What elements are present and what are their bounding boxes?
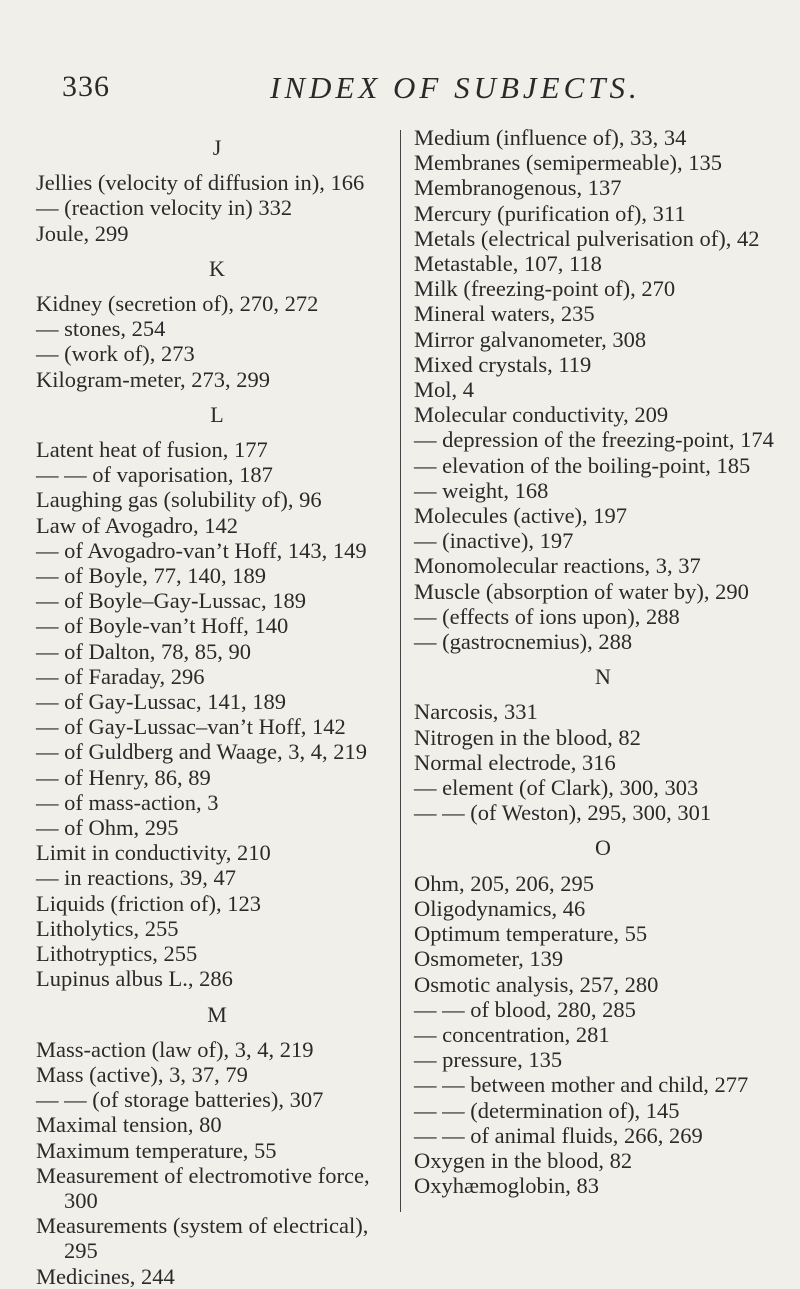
index-entry: Mixed crystals, 119 xyxy=(414,351,592,377)
index-entry: — of mass-action, 3 xyxy=(36,789,219,815)
index-entry: Medicines, 244 xyxy=(36,1263,175,1289)
index-entry: — of Gay-Lussac–van’t Hoff, 142 xyxy=(36,714,346,740)
index-entry: Membranogenous, 137 xyxy=(414,175,622,201)
index-entry: — (inactive), 197 xyxy=(414,528,574,554)
index-entry: — of Gay-Lussac, 141, 189 xyxy=(36,689,286,715)
running-title: INDEX OF SUBJECTS. xyxy=(270,70,641,105)
index-entry: Kidney (secretion of), 270, 272 xyxy=(36,291,319,317)
index-column-left xyxy=(36,125,398,1289)
index-entry: Mass-action (law of), 3, 4, 219 xyxy=(36,1036,314,1062)
column-divider xyxy=(400,130,401,1212)
index-entry: Lithotryptics, 255 xyxy=(36,941,198,967)
index-entry: Membranes (semipermeable), 135 xyxy=(414,150,723,176)
page-number: 336 xyxy=(62,70,110,103)
section-letter: J xyxy=(212,135,222,160)
index-entry: — weight, 168 xyxy=(414,477,549,503)
index-entry: Narcosis, 331 xyxy=(414,699,538,725)
index-entry: — of Ohm, 295 xyxy=(36,815,179,841)
index-entry: — of Faraday, 296 xyxy=(36,663,205,689)
index-entry: Oxygen in the blood, 82 xyxy=(414,1147,633,1173)
index-entry: Mirror galvanometer, 308 xyxy=(414,326,647,352)
index-entry: Law of Avogadro, 142 xyxy=(36,512,239,538)
index-entry: Normal electrode, 316 xyxy=(414,749,616,775)
index-entry: Mineral waters, 235 xyxy=(414,301,595,327)
index-entry: Mercury (purification of), 311 xyxy=(414,200,686,226)
index-entry: Nitrogen in the blood, 82 xyxy=(414,724,641,750)
index-entry: Optimum temperature, 55 xyxy=(414,921,648,947)
index-entry: Osmotic analysis, 257, 280 xyxy=(414,971,659,997)
index-entry: — elevation of the boiling-point, 185 xyxy=(414,452,751,478)
index-entry: Measurements (system of electrical), 295 xyxy=(36,1213,369,1264)
index-entry: Molecular conductivity, 209 xyxy=(414,402,669,428)
index-entry: Latent heat of fusion, 177 xyxy=(36,437,268,463)
index-entry: — (reaction velocity in) 332 xyxy=(36,195,293,221)
index-entry: Lupinus albus L., 286 xyxy=(36,966,233,992)
index-entry: Mol, 4 xyxy=(414,377,475,403)
index-entry: Maximum temperature, 55 xyxy=(36,1137,277,1163)
index-entry: Ohm, 205, 206, 295 xyxy=(414,870,594,896)
index-entry: Osmometer, 139 xyxy=(414,946,564,972)
index-entry: — stones, 254 xyxy=(36,316,166,342)
index-entry: — of Boyle, 77, 140, 189 xyxy=(36,563,266,589)
index-entry: Liquids (friction of), 123 xyxy=(36,890,261,916)
index-entry: Laughing gas (solubility of), 96 xyxy=(36,487,322,513)
index-entry: Molecules (active), 197 xyxy=(414,503,628,529)
index-entry: Jellies (velocity of diffusion in), 166 xyxy=(36,170,365,196)
section-letter: L xyxy=(210,401,224,427)
index-entry: Oligodynamics, 46 xyxy=(414,895,586,921)
index-entry: Metals (electrical pulverisation of), 42 xyxy=(414,225,760,251)
index-entry: — (work of), 273 xyxy=(36,341,195,367)
index-entry: — of Dalton, 78, 85, 90 xyxy=(36,638,251,664)
index-entry: — element (of Clark), 300, 303 xyxy=(414,775,699,801)
index-entry: — of Henry, 86, 89 xyxy=(36,764,211,790)
index-entry: Milk (freezing-point of), 270 xyxy=(414,276,676,302)
index-entry: — (effects of ions upon), 288 xyxy=(414,603,680,629)
index-entry: Mass (active), 3, 37, 79 xyxy=(36,1061,248,1087)
index-entry: Litholytics, 255 xyxy=(36,915,179,941)
index-entry: Maximal tension, 80 xyxy=(36,1112,222,1138)
index-entry: Medium (influence of), 33, 34 xyxy=(414,125,687,150)
index-entry: — — (determination of), 145 xyxy=(414,1097,680,1123)
index-entry: — — of blood, 280, 285 xyxy=(414,996,636,1022)
index-entry: Limit in conductivity, 210 xyxy=(36,840,271,866)
page-header xyxy=(62,70,760,114)
section-letter: N xyxy=(595,664,611,690)
index-entry: — in reactions, 39, 47 xyxy=(36,865,236,891)
index-entry: — — (of Weston), 295, 300, 301 xyxy=(414,800,712,826)
section-letter: K xyxy=(209,255,225,281)
index-entry: Kilogram-meter, 273, 299 xyxy=(36,366,271,392)
index-entry: — pressure, 135 xyxy=(414,1047,563,1073)
index-entry: — of Boyle-van’t Hoff, 140 xyxy=(36,613,289,639)
index-entry: Metastable, 107, 118 xyxy=(414,251,602,277)
section-letter: M xyxy=(207,1001,227,1027)
index-entry: — depression of the freezing-point, 174 xyxy=(414,427,774,453)
index-entry: Measurement of electromotive force, 300 xyxy=(36,1162,370,1213)
index-entry: — of Guldberg and Waage, 3, 4, 219 xyxy=(36,739,368,765)
index-entry: — of Boyle–Gay-Lussac, 189 xyxy=(36,588,306,614)
index-entry: — — of animal fluids, 266, 269 xyxy=(414,1122,703,1148)
index-entry: — concentration, 281 xyxy=(414,1021,610,1047)
index-entry: Joule, 299 xyxy=(36,220,129,246)
index-entry: — — between mother and child, 277 xyxy=(414,1072,749,1098)
index-column-right xyxy=(414,125,792,1198)
index-entry: Oxyhæmoglobin, 83 xyxy=(414,1173,600,1199)
index-entry: — (gastrocnemius), 288 xyxy=(414,629,633,655)
index-entry: — — of vaporisation, 187 xyxy=(36,462,273,488)
index-entry: Muscle (absorption of water by), 290 xyxy=(414,578,749,604)
index-entry: — — (of storage batteries), 307 xyxy=(36,1087,324,1113)
index-entry: — of Avogadro-van’t Hoff, 143, 149 xyxy=(36,537,367,563)
section-letter: O xyxy=(595,835,611,861)
index-entry: Monomolecular reactions, 3, 37 xyxy=(414,553,701,579)
